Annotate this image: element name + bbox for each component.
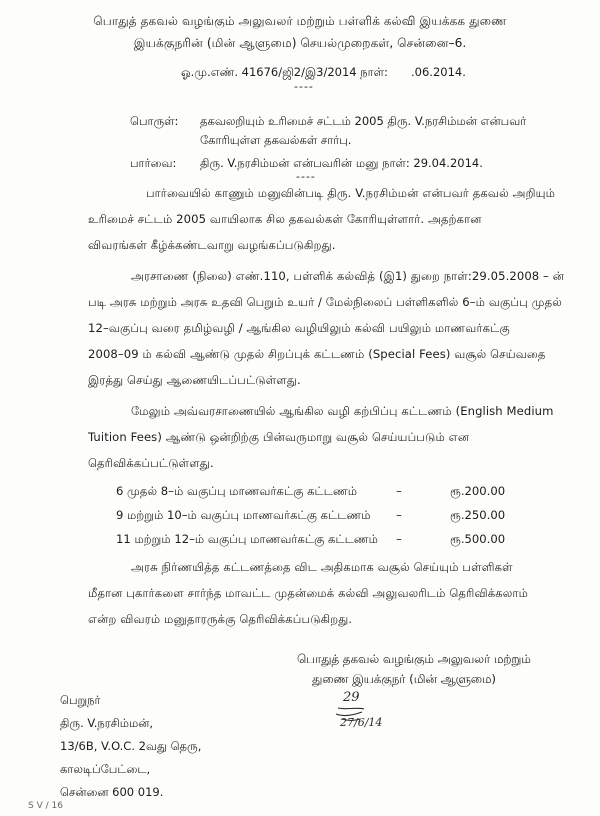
paragraph-2-line-2: படி அரசு மற்றும் அரசு உதவி பெறும் உயர் / மேல்நிலைப் பள்ளிகளில் 6–ம் வகுப்பு முதல் [88,295,562,309]
fee-label: 6 முதல் 8–ம் வகுப்பு மாணவர்கட்கு கட்டணம் [116,484,358,498]
reference-date: .06.2014. [411,65,466,79]
fee-amount: ரூ.250.00 [450,508,506,522]
paragraph-1-line-2: உரிமைச் சட்டம் 2005 வாயிலாக சில தகவல்கள் கோரியுள்ளார். அதற்கான [88,212,482,226]
paragraph-2-line-4: 2008–09 ம் கல்வி ஆண்டு முதல் சிறப்புக் கட்டணம் (Special Fees) வசூல் செய்வதை [88,347,546,361]
subject-line-2: கோரியுள்ள தகவல்கள் சார்பு. [200,133,352,147]
paragraph-2-line-5: இரத்து செய்து ஆணையிடப்பட்டுள்ளது. [88,373,301,387]
paragraph-4-line-2: மீதான புகார்களை சார்ந்த மாவட்ட முதன்மைக் கல்வி அலுவலரிடம் தெரிவிக்கலாம் [88,586,528,600]
reference-number: ஓ.மு.எண். 41676/ஜி2/இ3/2014 நாள்: [181,65,388,79]
recipient-address-1: 13/6B, V.O.C. 2வது தெரு, [60,739,202,753]
header-line-2: இயக்குநரின் (மின் ஆளுமை) செயல்முறைகள், சென்னை–6. [133,36,467,50]
fee-amount: ரூ.200.00 [450,484,506,498]
fee-dash: – [396,484,402,498]
paragraph-2-line-1: அரசாணை (நிலை) எண்.110, பள்ளிக் கல்வித் (இ1) துறை நாள்:29.05.2008 – ன் [131,269,565,283]
fee-amount: ரூ.500.00 [450,532,506,546]
recipient-city: சென்னை 600 019. [60,785,164,799]
signatory-line-2: துணை இயக்குநர் (மின் ஆளுமை) [312,672,496,686]
paragraph-1-line-3: விவரங்கள் கீழ்க்கண்டவாறு வழங்கப்படுகிறது. [88,238,336,252]
signatory-line-1: பொதுத் தகவல் வழங்கும் அலுவலர் மற்றும் [297,652,531,666]
signature-scrawl [332,690,392,736]
header-separator: ---- [294,80,314,93]
paragraph-4-line-3: என்ற விவரம் மனுதாரருக்கு தெரிவிக்கப்படுகிறது. [88,612,353,626]
reference-label: பார்வை: [130,156,177,170]
fee-dash: – [396,508,402,522]
subject-line-1: தகவலறியும் உரிமைச் சட்டம் 2005 திரு. V.நரசிம்மன் என்பவர் [200,114,527,128]
paragraph-3-line-2: Tuition Fees) ஆண்டு ஒன்றிற்கு பின்வருமாறு வசூல் செய்யப்படும் என [88,430,470,444]
recipient-label: பெறுநர் [60,693,101,707]
paragraph-4-line-1: அரசு நிர்ணயித்த கட்டணத்தை விட அதிகமாக வசூல் செய்யும் பள்ளிகள் [131,560,513,574]
fee-dash: – [396,532,402,546]
footer-code: S V / 16 [28,801,63,811]
reference-text: திரு. V.நரசிம்மன் என்பவரின் மனு நாள்: 29.04.2014. [200,156,483,170]
paragraph-3-line-3: தெரிவிக்கப்பட்டுள்ளது. [88,456,214,470]
paragraph-3-line-1: மேலும் அவ்வரசாணையில் ஆங்கில வழி கற்பிப்பு கட்டணம் (English Medium [131,404,554,418]
subject-label: பொருள்: [130,114,179,128]
subject-separator: ---- [296,170,316,183]
signature-initials: 29 [343,690,360,705]
fee-label: 9 மற்றும் 10–ம் வகுப்பு மாணவர்கட்கு கட்டணம் [116,508,371,522]
fee-label: 11 மற்றும் 12–ம் வகுப்பு மாணவர்கட்கு கட்டணம் [116,532,379,546]
signature-date: 27/6/14 [340,716,383,729]
paragraph-1-line-1: பார்வையில் காணும் மனுவின்படி திரு. V.நரசிம்மன் என்பவர் தகவல் அறியும் [146,186,556,200]
recipient-address-2: காலடிப்பேட்டை, [60,762,151,776]
header-line-1: பொதுத் தகவல் வழங்கும் அலுவலர் மற்றும் பள்ளிக் கல்வி இயக்கக துணை [93,14,507,28]
paragraph-2-line-3: 12–வகுப்பு வரை தமிழ்வழி / ஆங்கில வழியிலும் கல்வி பயிலும் மாணவர்கட்கு [88,321,510,335]
recipient-name: திரு. V.நரசிம்மன், [60,716,154,730]
